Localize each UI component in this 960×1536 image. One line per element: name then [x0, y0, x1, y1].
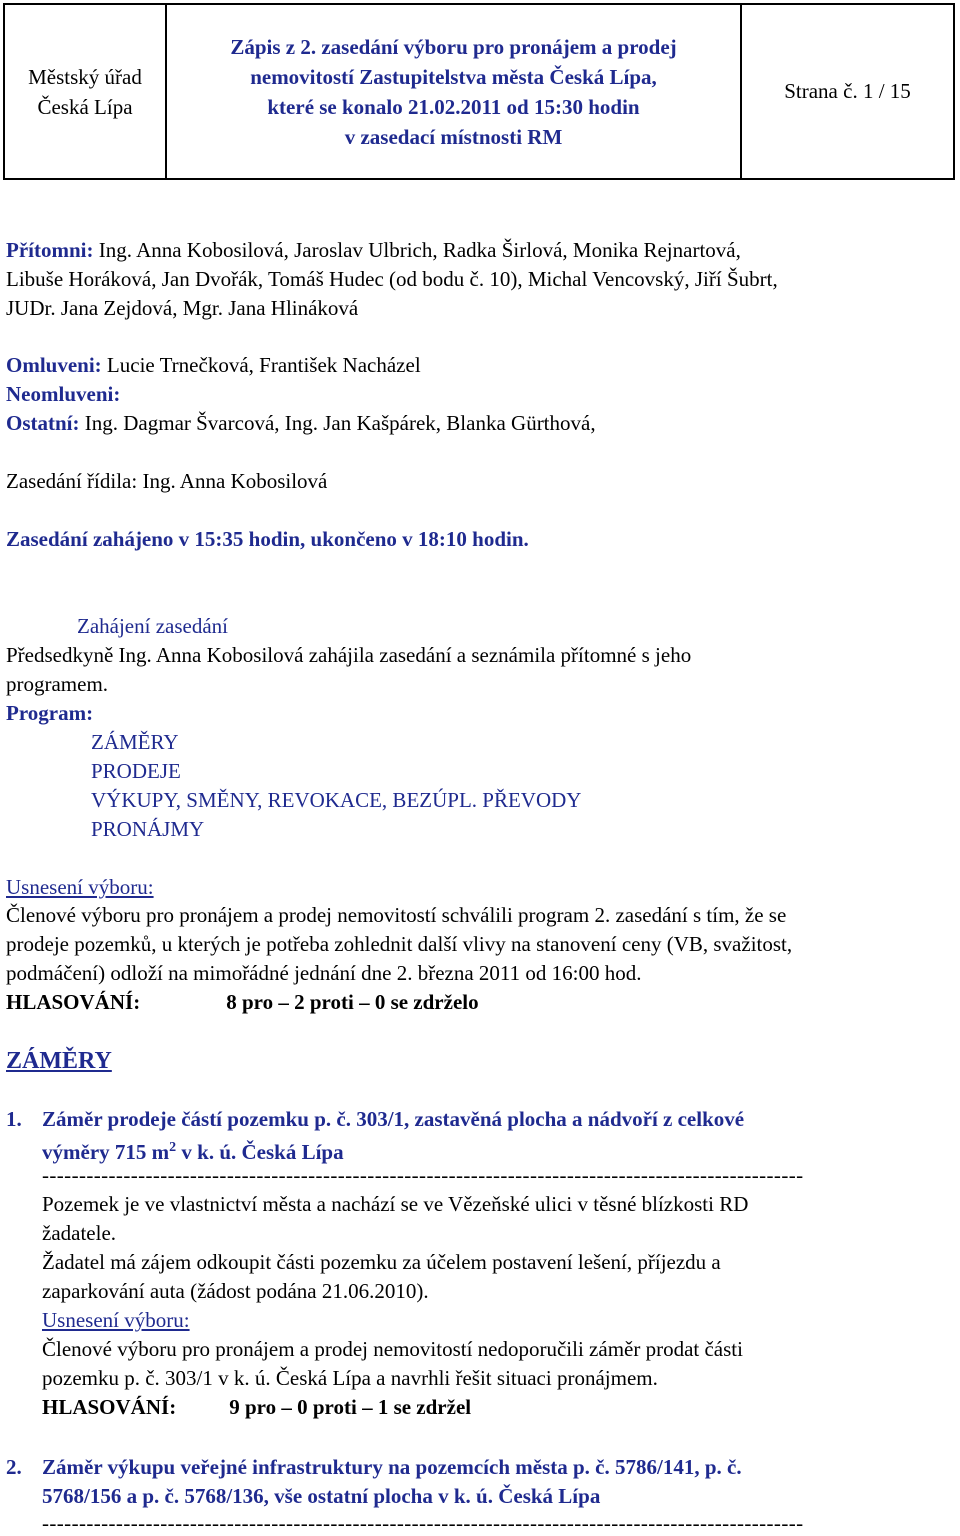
resolution-text-3: podmáčení) odloží na mimořádné jednání dne 2. března 2011 od 16:00 hod. [6, 961, 642, 985]
item-text-4: zaparkování auta (žádost podána 21.06.2010). [42, 1279, 429, 1303]
title-cell [167, 5, 742, 178]
resolution-label: Usnesení výboru: [6, 875, 154, 899]
session-times: Zasedání zahájeno v 15:35 hodin, ukončeno v 18:10 hodin. [6, 527, 529, 551]
vote-label: HLASOVÁNÍ: [6, 990, 141, 1014]
item-number: 2. [6, 1455, 22, 1479]
others-label: Ostatní: [6, 411, 80, 435]
item-text-3: Žadatel má zájem odkoupit části pozemku za účelem postavení lešení, příjezdu a [42, 1250, 721, 1274]
program-item: VÝKUPY, SMĚNY, REVOKACE, BEZÚPL. PŘEVODY [91, 788, 582, 812]
resolution-text-1: Členové výboru pro pronájem a prodej nemovitostí schválili program 2. zasedání s tím, že se [6, 903, 787, 927]
item-vote-line [42, 1394, 471, 1420]
item-title-line2 [42, 1135, 344, 1165]
present-label: Přítomni: [6, 238, 94, 262]
vote-line [6, 989, 479, 1015]
present-names-3: JUDr. Jana Zejdová, Mgr. Jana Hlináková [6, 296, 359, 320]
unexcused-label: Neomluveni: [6, 382, 121, 406]
superscript: 2 [169, 1140, 177, 1155]
program-item: ZÁMĚRY [91, 730, 179, 754]
program-item: PRONÁJMY [91, 817, 205, 841]
item-title-line1: Záměr výkupu veřejné infrastruktury na pozemcích města p. č. 5786/141, p. č. [42, 1455, 742, 1479]
opening-heading: Zahájení zasedání [77, 614, 228, 638]
item-vote-label: HLASOVÁNÍ: [42, 1395, 177, 1419]
present-names-1: Ing. Anna Kobosilová, Jaroslav Ulbrich, Radka Širlová, Monika Rejnartová, [98, 238, 741, 262]
excused-label: Omluveni: [6, 353, 102, 377]
program-item: PRODEJE [91, 759, 181, 783]
doc-title-line4: v zasedací místnosti RM [344, 124, 563, 149]
item-text-2: žadatele. [42, 1221, 117, 1245]
office-city: Česká Lípa [37, 94, 133, 119]
chaired-label: Zasedání řídila: [6, 469, 138, 493]
item-title-area: výměry 715 m [42, 1140, 170, 1164]
section-heading: ZÁMĚRY [6, 1048, 112, 1074]
doc-title-line2: nemovitostí Zastupitelstva města Česká Lípa, [250, 64, 657, 89]
item-resolution-2: pozemku p. č. 303/1 v k. ú. Česká Lípa a navrhli řešit situaci pronájmem. [42, 1366, 658, 1390]
item-vote-result: 9 pro – 0 proti – 1 se zdržel [229, 1395, 472, 1419]
others-line [6, 410, 596, 436]
item-title-line1: Záměr prodeje částí pozemku p. č. 303/1, zastavěná plocha a nádvoří z celkové [42, 1107, 745, 1131]
chaired-line [6, 468, 327, 494]
separator: ------------------------------------------------------------------------------------------------------- [42, 1163, 804, 1187]
office-cell [5, 5, 167, 178]
chaired-name: Ing. Anna Kobosilová [142, 469, 328, 493]
document-header [3, 3, 955, 180]
opening-text-2: programem. [6, 672, 109, 696]
page-number: Strana č. 1 / 15 [784, 79, 911, 103]
item-resolution-1: Členové výboru pro pronájem a prodej nemovitostí nedoporučili záměr prodat části [42, 1337, 743, 1361]
doc-title-line3: které se konalo 21.02.2011 od 15:30 hodin [267, 94, 640, 119]
opening-text-1: Předsedkyně Ing. Anna Kobosilová zahájila zasedání a seznámila přítomné s jeho [6, 643, 692, 667]
separator: ------------------------------------------------------------------------------------------------------- [42, 1511, 804, 1535]
resolution-text-2: prodeje pozemků, u kterých je potřeba zohlednit další vlivy na stanovení ceny (VB, svažitost, [6, 932, 793, 956]
others-names: Ing. Dagmar Švarcová, Ing. Jan Kašpárek, Blanka Gürthová, [84, 411, 596, 435]
excused-line [6, 352, 421, 378]
doc-title-line1: Zápis z 2. zasedání výboru pro pronájem a prodej [230, 34, 677, 59]
item-number: 1. [6, 1107, 22, 1131]
item-resolution-label: Usnesení výboru: [42, 1308, 190, 1332]
item-text-1: Pozemek je ve vlastnictví města a nachází se ve Vězeňské ulici v těsné blízkosti RD [42, 1192, 749, 1216]
program-label: Program: [6, 701, 94, 725]
office-name: Městský úřad [28, 64, 142, 89]
item-title-cadastre: v k. ú. Česká Lípa [176, 1140, 344, 1164]
present-names-2: Libuše Horáková, Jan Dvořák, Tomáš Hudec (od bodu č. 10), Michal Vencovský, Jiří Šubrt, [6, 267, 778, 291]
page-number-cell [742, 5, 953, 178]
present-line1 [6, 237, 741, 263]
excused-names: Lucie Trnečková, František Nacházel [106, 353, 421, 377]
item-title-line2: 5768/156 a p. č. 5768/136, vše ostatní plocha v k. ú. Česká Lípa [42, 1484, 601, 1508]
vote-result: 8 pro – 2 proti – 0 se zdrželo [226, 990, 479, 1014]
